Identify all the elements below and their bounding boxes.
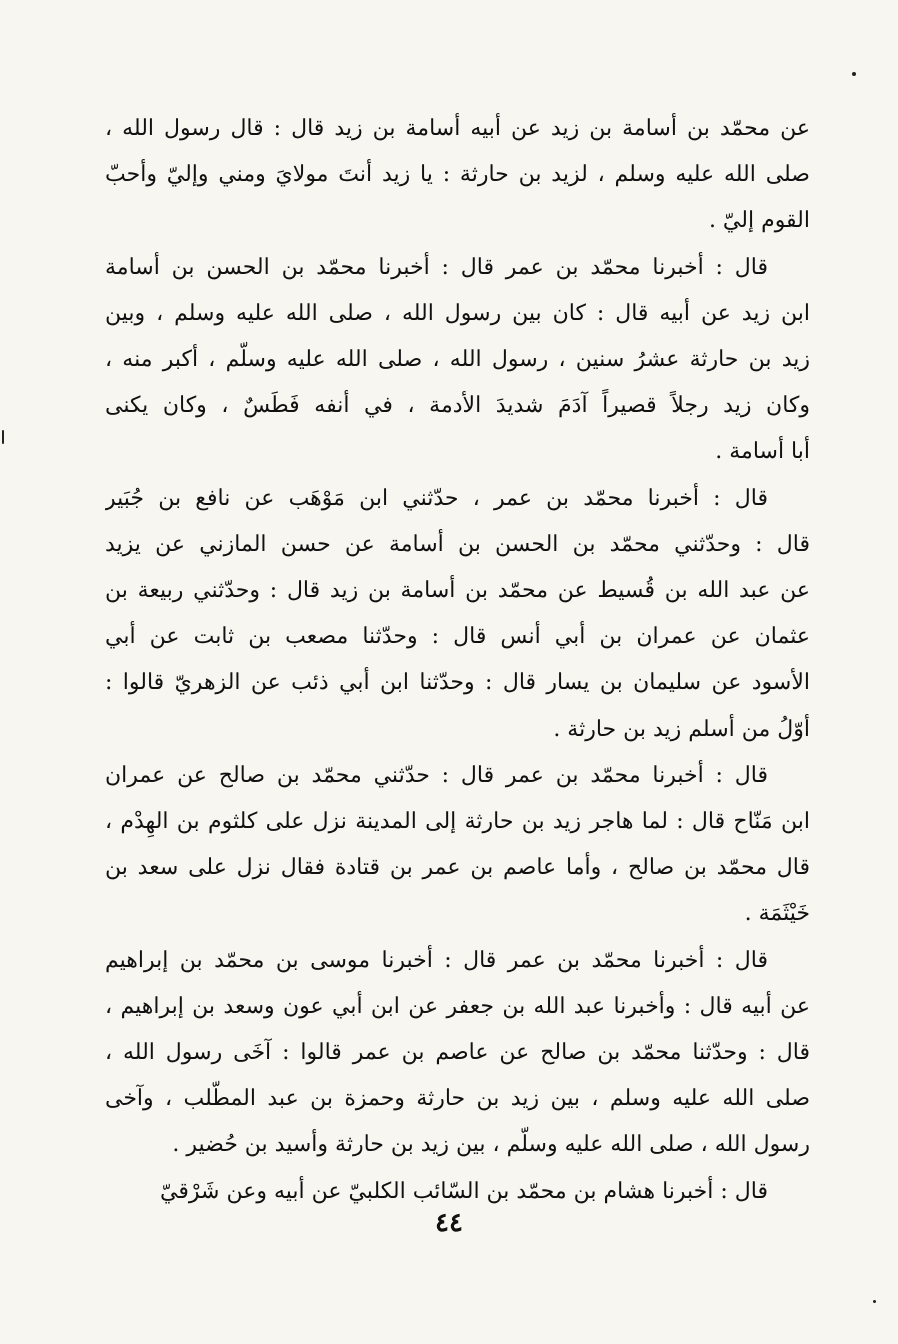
text-line: عن محمّد بن أسامة بن زيد عن أبيه أسامة بن زيد قال : قال رسول الله ،	[105, 116, 810, 141]
text-line: قال : وحدّثني محمّد بن الحسن بن أسامة عن حسن المازني عن يزيد	[105, 531, 810, 557]
page-number: ٤٤	[435, 1208, 463, 1238]
text-line: عن عبد الله بن قُسيط عن محمّد بن أسامة بن زيد قال : وحدّثني ربيعة بن	[105, 578, 810, 604]
scan-speck	[852, 72, 856, 76]
text-line: قال : أخبرنا محمّد بن عمر قال : أخبرنا محمّد بن الحسن بن أسامة	[105, 254, 768, 280]
scan-speck	[873, 1300, 876, 1303]
text-line: قال : أخبرنا محمّد بن عمر ، حدّثني ابن مَوْهَب عن نافع بن جُبَير	[105, 485, 768, 511]
text-line: قال محمّد بن صالح ، وأما عاصم بن عمر بن قتادة فقال نزل على سعد بن	[105, 855, 810, 881]
text-line: صلى الله عليه وسلم ، لزيد بن حارثة : يا زيد أنتَ مولايَ ومني وإليّ وأحبّ	[105, 162, 810, 188]
paragraph	[105, 245, 810, 476]
text-line: زيد بن حارثة عشرُ سنين ، رسول الله ، صلى الله عليه وسلّم ، أكبر منه ،	[105, 347, 810, 373]
text-line: قال : أخبرنا محمّد بن عمر قال : حدّثني محمّد بن صالح عن عمران	[105, 762, 768, 788]
paragraph	[105, 476, 810, 753]
text-line: القوم إليّ .	[708, 208, 810, 234]
text-line: أبا أسامة .	[715, 439, 810, 465]
text-line: عن أبيه قال : وأخبرنا عبد الله بن جعفر عن ابن أبي عون وسعد بن إبراهيم ،	[105, 993, 810, 1019]
text-line: عثمان عن عمران بن أبي أنس قال : وحدّثنا مصعب بن ثابت عن أبي	[105, 624, 810, 650]
text-line: وكان زيد رجلاً قصيراً آدَمَ شديدَ الأدمة ، في أنفه فَطَسٌ ، وكان يكنى	[105, 393, 810, 419]
text-line: خَيْثَمَة .	[744, 901, 810, 927]
text-line: ابن زيد عن أبيه قال : كان بين رسول الله ، صلى الله عليه وسلم ، وبين	[105, 300, 810, 326]
scan-speck	[2, 430, 4, 444]
paragraph	[105, 753, 810, 938]
paragraph	[105, 938, 810, 1169]
text-line: قال : وحدّثنا محمّد بن صالح عن عاصم بن عمر قالوا : آخَى رسول الله ،	[105, 1040, 810, 1066]
text-line: أوّلُ من أسلم زيد بن حارثة .	[553, 716, 810, 742]
text-line: الأسود عن سليمان بن يسار قال : وحدّثنا ابن أبي ذئب عن الزهريّ قالوا :	[105, 670, 810, 696]
text-line: قال : أخبرنا محمّد بن عمر قال : أخبرنا موسى بن محمّد بن إبراهيم	[105, 947, 768, 973]
text-line: رسول الله ، صلى الله عليه وسلّم ، بين زيد بن حارثة وأسيد بن حُضير .	[172, 1132, 810, 1158]
text-line: ابن مَنّاح قال : لما هاجر زيد بن حارثة إلى المدينة نزل على كلثوم بن الهِدْم ،	[105, 809, 810, 835]
text-line: صلى الله عليه وسلم ، بين زيد بن حارثة وحمزة بن عبد المطّلب ، وآخى	[105, 1086, 810, 1112]
text-line: قال : أخبرنا هشام بن محمّد بن السّائب الكلبيّ عن أبيه وعن شَرْقيّ	[160, 1178, 768, 1204]
page-body-text	[105, 106, 810, 1215]
paragraph	[105, 106, 810, 245]
